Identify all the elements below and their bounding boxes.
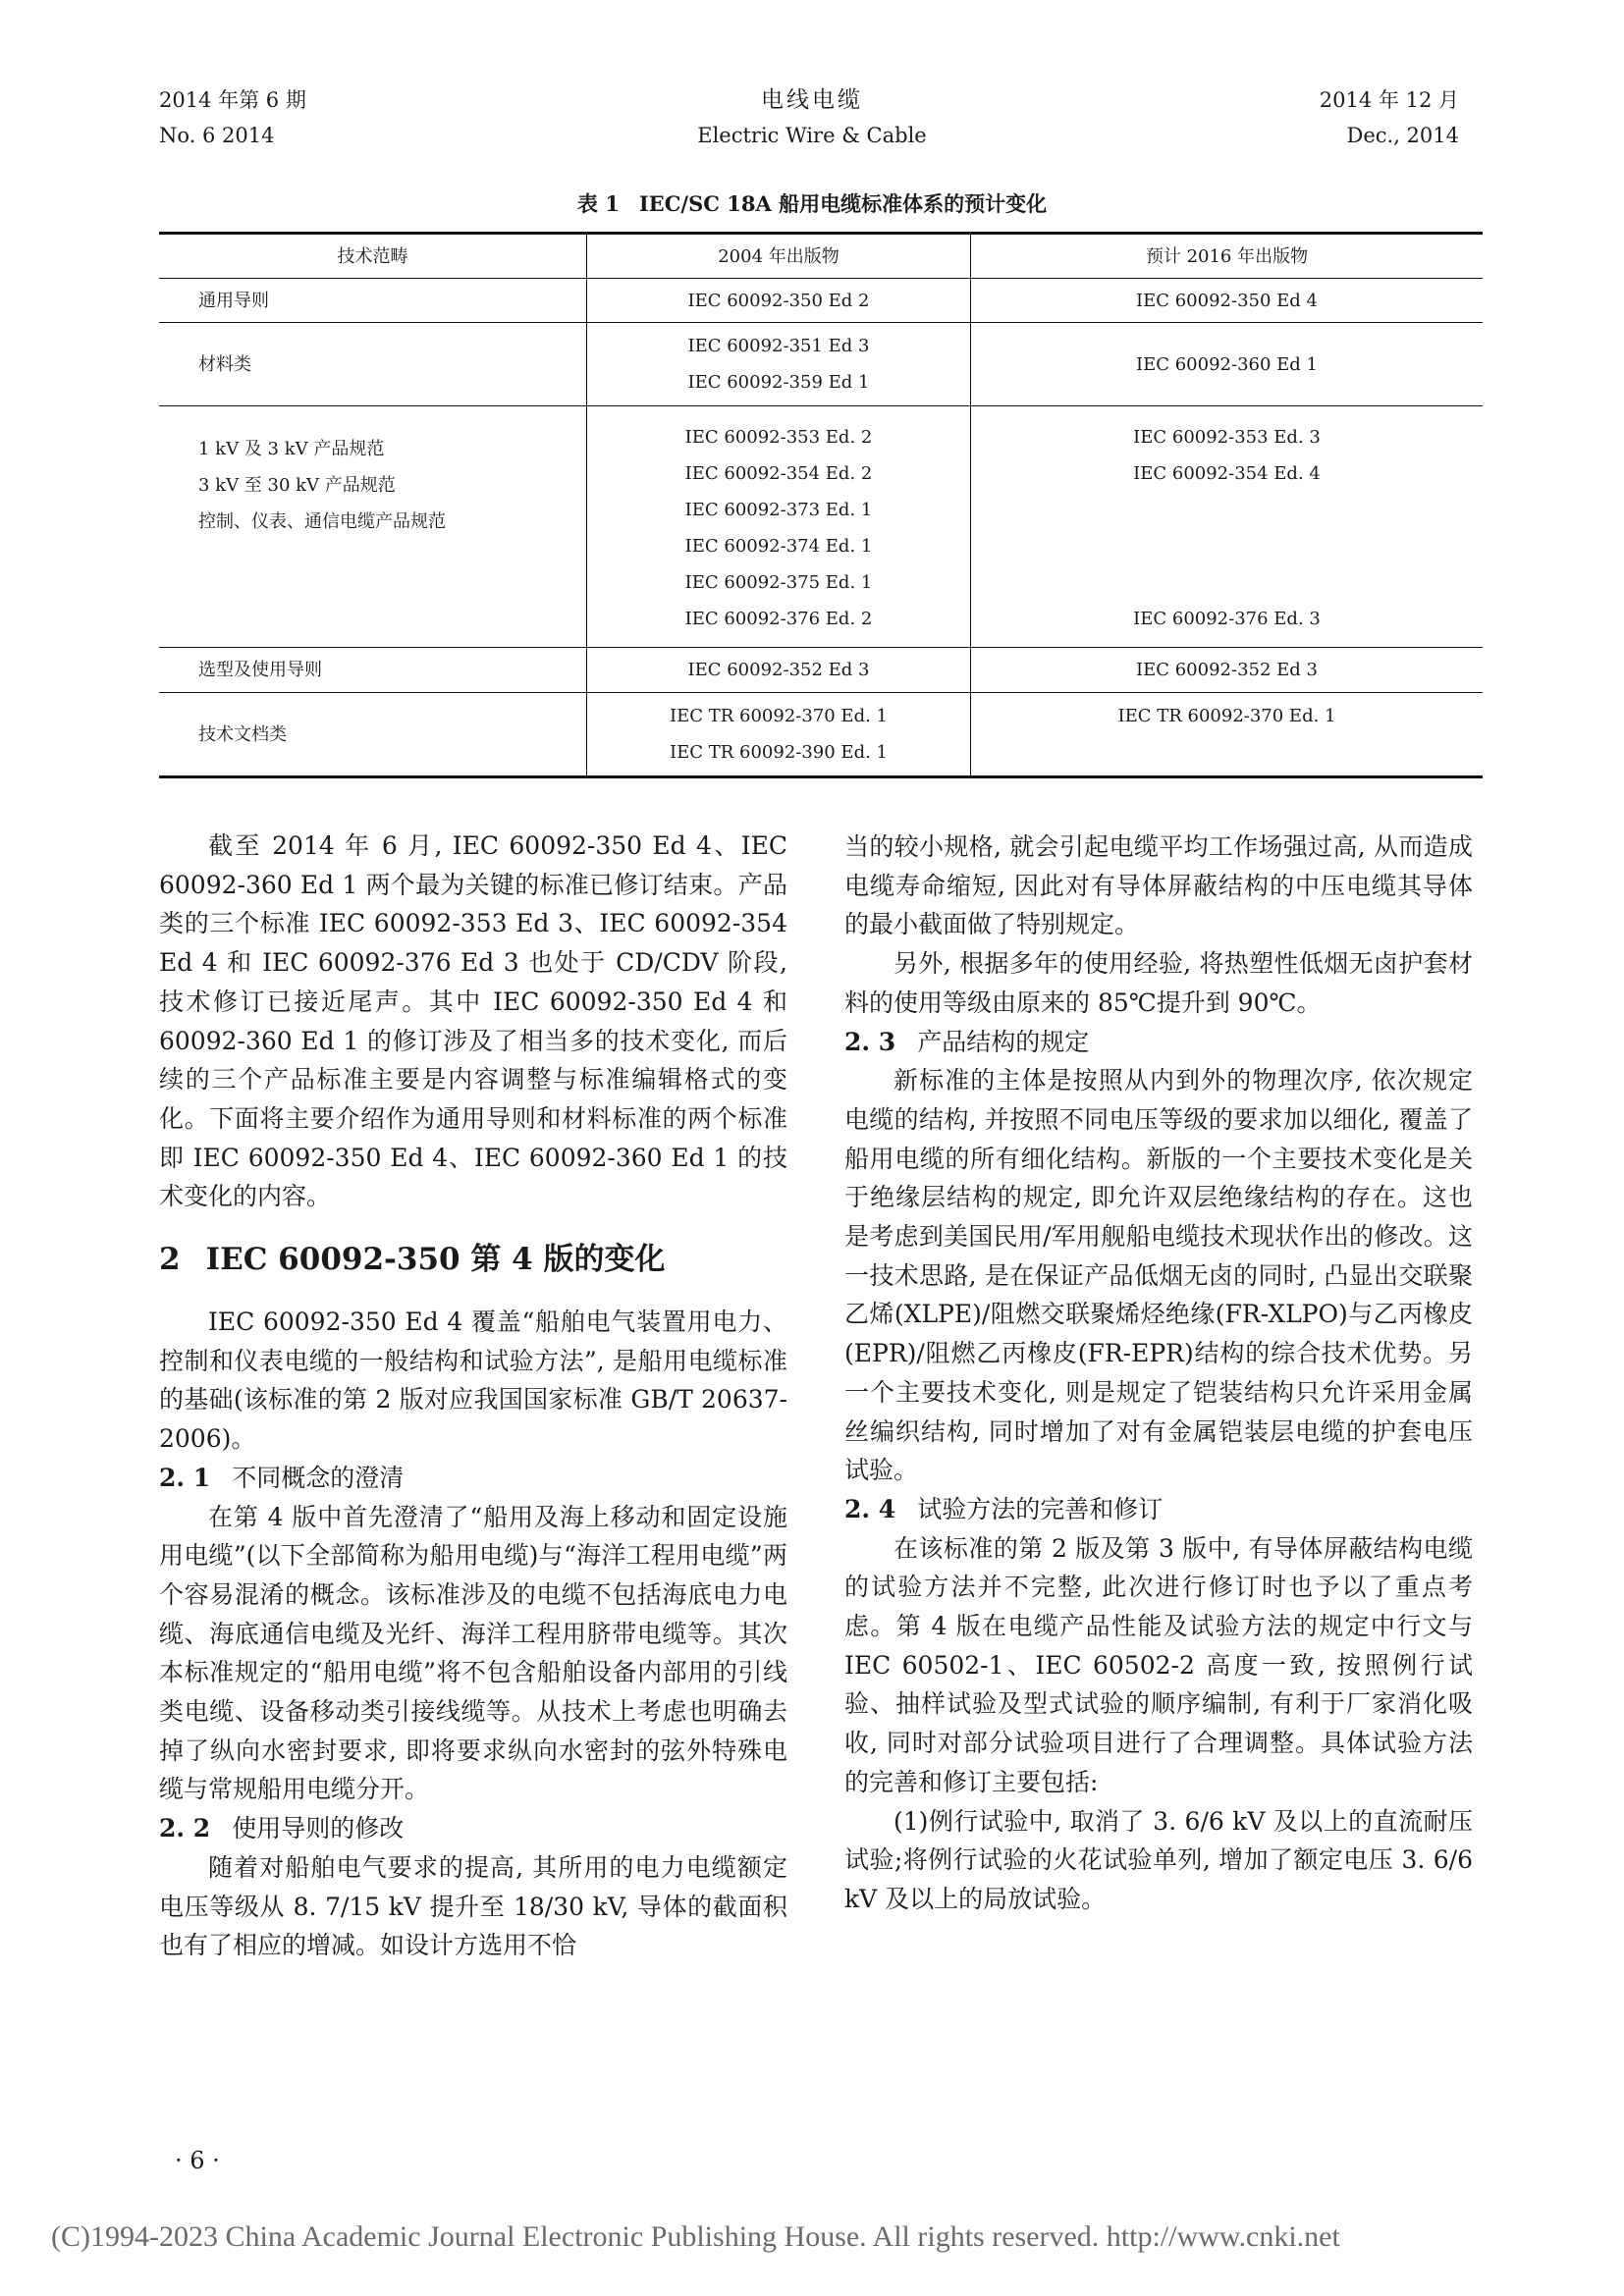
paragraph: (1)例行试验中, 取消了 3. 6/6 kV 及以上的直流耐压试验;将例行试验的火花试验单列, 增加了额定电压 3. 6/6 kV 及以上的局放试验。 <box>844 1806 1473 1913</box>
header-issue-en: No. 6 2014 <box>159 124 275 147</box>
section-title: IEC 60092-350 第 4 版的变化 <box>205 1242 666 1278</box>
section-heading <box>159 1234 787 1285</box>
subsection-number: 2. 3 <box>844 1027 896 1056</box>
cell-text: 控制、仪表、通信电缆产品规范 <box>198 511 446 532</box>
table-cell-category <box>159 323 587 406</box>
standards-table <box>159 232 1483 778</box>
table-cell-category <box>159 648 587 693</box>
cell-text: IEC 60092-351 Ed 3 <box>687 336 870 356</box>
header-issue-cn: 2014 年第 6 期 <box>159 88 306 112</box>
subsection-heading <box>844 1023 1473 1062</box>
cell-text: IEC 60092-375 Ed. 1 <box>684 572 873 593</box>
cell-text <box>971 492 1483 528</box>
cell-text: 1 kV 及 3 kV 产品规范 <box>198 439 385 459</box>
table-cell-2016 <box>971 648 1484 693</box>
subsection-heading <box>844 1490 1473 1529</box>
cell-text: IEC 60092-373 Ed. 1 <box>684 500 873 520</box>
table-caption-label: 表 1 <box>576 191 620 216</box>
right-column <box>844 828 1473 1919</box>
cell-text: IEC 60092-359 Ed 1 <box>687 372 870 393</box>
cell-text: IEC 60092-353 Ed. 2 <box>684 427 873 448</box>
cell-text: 3 kV 至 30 kV 产品规范 <box>198 475 396 496</box>
section-number: 2 <box>159 1242 181 1278</box>
paragraph: 另外, 根据多年的使用经验, 将热塑性低烟无卤护套材料的使用等级由原来的 85℃提升到 90℃。 <box>844 949 1473 1017</box>
subsection-heading <box>159 1459 787 1498</box>
subsection-heading <box>159 1809 787 1848</box>
cell-text: IEC 60092-352 Ed 3 <box>687 660 870 680</box>
cell-text: IEC 60092-354 Ed. 2 <box>684 463 873 484</box>
table-row <box>159 279 1483 323</box>
subsection-title: 产品结构的规定 <box>917 1027 1090 1056</box>
header-date-cn: 2014 年 12 月 <box>1319 88 1459 112</box>
copyright-footer: (C)1994-2023 China Academic Journal Electronic Publishing House. All rights reserved. http://www.cnki.net <box>51 2220 1340 2253</box>
table-cell-2016 <box>971 693 1484 777</box>
cell-text: 选型及使用导则 <box>198 660 322 680</box>
table-cell-2004 <box>587 693 971 777</box>
cell-text <box>971 564 1483 601</box>
cell-text: IEC 60092-353 Ed. 3 <box>1133 427 1321 448</box>
cell-text: IEC TR 60092-370 Ed. 1 <box>1117 706 1336 726</box>
cell-text: 材料类 <box>198 353 251 375</box>
left-column <box>159 827 787 1965</box>
table-cell-2004 <box>587 406 971 648</box>
table-cell-category <box>159 693 587 777</box>
cell-text: IEC 60092-354 Ed. 4 <box>1133 463 1321 484</box>
subsection-number: 2. 2 <box>159 1814 211 1843</box>
paragraph: 在该标准的第 2 版及第 3 版中, 有导体屏蔽结构电缆的试验方法并不完整, 此次进行修订时也予以了重点考虑。第 4 版在电缆产品性能及试验方法的规定中行文与 IEC 60502-1、IEC 60502-2 高度一致, 按照例行试验、抽样试验及型式试验的顺序编制, 有利于厂家消化吸收, 同时对部分试验项目进行了合理调整。具体试验方法的完善和修订主要包括: <box>844 1533 1473 1796</box>
subsection-title: 试验方法的完善和修订 <box>917 1494 1164 1523</box>
header-right <box>1320 82 1459 153</box>
table-row <box>159 323 1483 406</box>
subsection-number: 2. 1 <box>159 1463 211 1492</box>
table-cell-2004 <box>587 323 971 406</box>
paragraph: 当的较小规格, 就会引起电缆平均工作场强过高, 从而造成电缆寿命缩短, 因此对有导体屏蔽结构的中压电缆其导体的最小截面做了特别规定。 <box>844 832 1473 939</box>
cell-text: IEC 60092-374 Ed. 1 <box>684 536 873 557</box>
cell-text: IEC 60092-376 Ed. 2 <box>684 609 873 629</box>
paragraph: IEC 60092-350 Ed 4 覆盖“船舶电气装置用电力、控制和仪表电缆的一般结构和试验方法”, 是船用电缆标准的基础(该标准的第 2 版对应我国国家标准 GB/T 20637-2006)。 <box>159 1308 787 1454</box>
cell-text: IEC TR 60092-370 Ed. 1 <box>669 706 888 726</box>
page-number: · 6 · <box>175 2147 220 2174</box>
cell-text: IEC 60092-352 Ed 3 <box>1135 660 1318 680</box>
cell-text: IEC 60092-376 Ed. 3 <box>1133 609 1321 629</box>
cell-text <box>971 528 1483 564</box>
cell-text: IEC TR 60092-390 Ed. 1 <box>669 742 888 763</box>
paragraph: 截至 2014 年 6 月, IEC 60092-350 Ed 4、IEC 60092-360 Ed 1 两个最为关键的标准已修订结束。产品类的三个标准 IEC 60092-353 Ed 3、IEC 60092-354 Ed 4 和 IEC 60092-376 Ed 3 也处于 CD/CDV 阶段, 技术修订已接近尾声。其中 IEC 60092-350 Ed 4 和 60092-360 Ed 1 的修订涉及了相当多的技术变化, 而后续的三个产品标准主要是内容调整与标准编辑格式的变化。下面将主要介绍作为通用导则和材料标准的两个标准即 IEC 60092-350 Ed 4、IEC 60092-360 Ed 1 的技术变化的内容。 <box>159 831 787 1211</box>
table-cell-2016 <box>971 406 1484 648</box>
journal-title-en: Electric Wire & Cable <box>697 124 927 147</box>
table-cell-2016 <box>971 323 1484 406</box>
table-cell-category <box>159 406 587 648</box>
col-header-category: 技术范畴 <box>159 234 587 279</box>
table-cell-2004 <box>587 279 971 323</box>
subsection-title: 不同概念的澄清 <box>232 1463 405 1492</box>
table-row <box>159 648 1483 693</box>
table-caption <box>0 188 1624 218</box>
table-cell-category <box>159 279 587 323</box>
cell-text: IEC 60092-360 Ed 1 <box>1135 353 1318 375</box>
paragraph: 随着对船舶电气要求的提高, 其所用的电力电缆额定电压等级从 8. 7/15 kV 提升至 18/30 kV, 导体的截面积也有了相应的增减。如设计方选用不恰 <box>159 1852 787 1960</box>
journal-title-cn: 电线电缆 <box>761 87 863 113</box>
col-header-2004: 2004 年出版物 <box>587 234 971 279</box>
table-row <box>159 693 1483 777</box>
cell-text: 通用导则 <box>198 290 269 311</box>
subsection-number: 2. 4 <box>844 1494 896 1523</box>
cell-text: IEC 60092-350 Ed 4 <box>1135 290 1318 311</box>
cell-text: 技术文档类 <box>198 723 287 745</box>
table-header-row <box>159 234 1483 279</box>
table-row <box>159 406 1483 648</box>
col-header-2016: 预计 2016 年出版物 <box>971 234 1484 279</box>
paragraph: 在第 4 版中首先澄清了“船用及海上移动和固定设施用电缆”(以下全部简称为船用电缆)与“海洋工程用电缆”两个容易混淆的概念。该标准涉及的电缆不包括海底电力电缆、海底通信电缆及光纤、海洋工程用脐带电缆等。其次本标准规定的“船用电缆”将不包含船舶设备内部用的引线类电缆、设备移动类引接线缆等。从技术上考虑也明确去掉了纵向水密封要求, 即将要求纵向水密封的弦外特殊电缆与常规船用电缆分开。 <box>159 1502 787 1804</box>
table-caption-title: IEC/SC 18A 船用电缆标准体系的预计变化 <box>638 191 1048 216</box>
cell-text: IEC 60092-350 Ed 2 <box>687 290 870 311</box>
subsection-title: 使用导则的修改 <box>232 1814 405 1843</box>
table-cell-2016 <box>971 279 1484 323</box>
table-cell-2004 <box>587 648 971 693</box>
header-date-en: Dec., 2014 <box>1346 124 1459 147</box>
paragraph: 新标准的主体是按照从内到外的物理次序, 依次规定电缆的结构, 并按照不同电压等级的要求加以细化, 覆盖了船用电缆的所有细化结构。新版的一个主要技术变化是关于绝缘层结构的规定, 即允许双层绝缘结构的存在。这也是考虑到美国民用/军用舰船电缆技术现状作出的修改。这一技术思路, 是在保证产品低烟无卤的同时, 凸显出交联聚乙烯(XLPE)/阻燃交联聚烯烃绝缘(FR-XLPO)与乙丙橡皮(EPR)/阻燃乙丙橡皮(FR-EPR)结构的综合技术优势。另一个主要技术变化, 则是规定了铠装结构只允许采用金属丝编织结构, 同时增加了对有金属铠装层电缆的护套电压试验。 <box>844 1066 1473 1485</box>
